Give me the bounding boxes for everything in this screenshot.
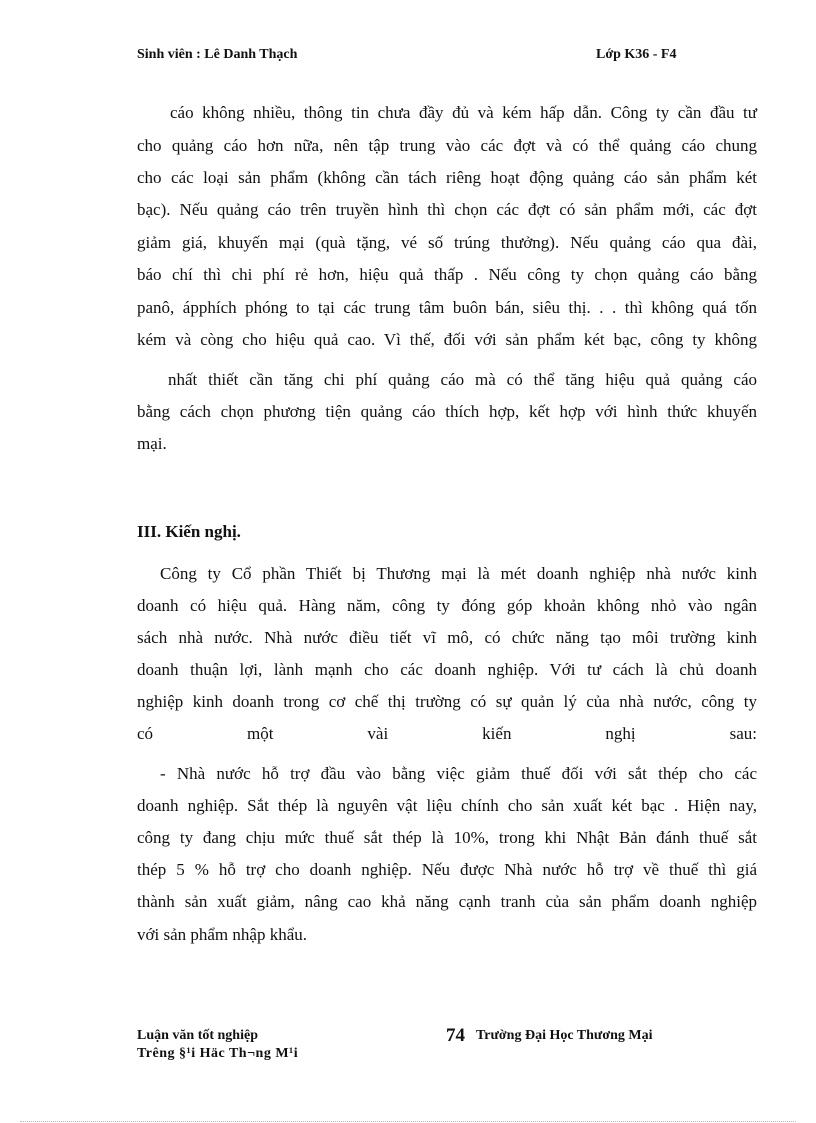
- text-line: có một vài kiến nghị sau:: [137, 724, 757, 743]
- text-line: panô, ápphích phóng to tại các trung tâm buôn bán, siêu thị. . . thì không quá tốn: [137, 298, 757, 317]
- footer-thesis-label: Luận văn tốt nghiệp: [137, 1028, 258, 1043]
- text-line: bạc). Nếu quảng cáo trên truyền hình thì chọn các đợt có sản phẩm mới, các đợt: [137, 200, 757, 219]
- text-line: mại.: [137, 434, 167, 453]
- text-line: - Nhà nước hỗ trợ đầu vào bằng việc giảm thuế đối với sắt thép cho các: [160, 764, 757, 783]
- text-line: doanh nghiệp. Sắt thép là nguyên vật liệu chính cho sản xuất két bạc . Hiện nay,: [137, 796, 757, 815]
- text-line: doanh có hiệu quả. Hàng năm, công ty đóng góp khoản không nhỏ vào ngân: [137, 596, 757, 615]
- section-heading: III. Kiến nghị.: [137, 522, 241, 541]
- text-line: nhất thiết cần tăng chi phí quảng cáo mà có thể tăng hiệu quả quảng cáo: [168, 370, 757, 389]
- text-line: bằng cách chọn phương tiện quảng cáo thích hợp, kết hợp với hình thức khuyến: [137, 402, 757, 421]
- text-line: kém và còng cho hiệu quả cao. Vì thế, đối với sản phẩm két bạc, công ty không: [137, 330, 757, 349]
- text-line: giảm giá, khuyến mại (quà tặng, vé số trúng thưởng). Nếu quảng cáo qua đài,: [137, 233, 757, 252]
- text-line: cáo không nhiều, thông tin chưa đầy đủ và kém hấp dẫn. Công ty cần đầu tư: [170, 103, 757, 122]
- footer-school-name: Trường Đại Học Thương Mại: [476, 1028, 653, 1043]
- page-divider: [20, 1121, 796, 1122]
- footer-garbled-school-name: Trêng §¹i Häc Th¬ng M¹i: [137, 1046, 299, 1061]
- text-line: thép 5 % hỗ trợ cho doanh nghiệp. Nếu được Nhà nước hỗ trợ về thuế thì giá: [137, 860, 757, 879]
- text-line: Công ty Cổ phần Thiết bị Thương mại là mét doanh nghiệp nhà nước kinh: [160, 564, 757, 583]
- text-line: cho quảng cáo hơn nữa, nên tập trung vào các đợt và có thể quảng cáo chung: [137, 136, 757, 155]
- text-line: sách nhà nước. Nhà nước điều tiết vĩ mô, có chức năng tạo môi trường kinh: [137, 628, 757, 647]
- header-student-name: Sinh viên : Lê Danh Thạch: [137, 47, 298, 62]
- text-line: công ty đang chịu mức thuế sắt thép là 10%, trong khi Nhật Bản đánh thuế sắt: [137, 828, 757, 847]
- page-number: 74: [446, 1025, 465, 1046]
- header-class: Lớp K36 - F4: [596, 47, 677, 62]
- text-line: báo chí thì chi phí rẻ hơn, hiệu quả thấp . Nếu công ty chọn quảng cáo bằng: [137, 265, 757, 284]
- text-line: với sản phẩm nhập khẩu.: [137, 925, 307, 944]
- text-line: doanh thuận lợi, lành mạnh cho các doanh nghiệp. Với tư cách là chủ doanh: [137, 660, 757, 679]
- text-line: thành sản xuất giảm, nâng cao khả năng cạnh tranh của sản phẩm doanh nghiệp: [137, 892, 757, 911]
- text-line: nghiệp kinh doanh trong cơ chế thị trường có sự quản lý của nhà nước, công ty: [137, 692, 757, 711]
- text-line: cho các loại sản phẩm (không cần tách riêng hoạt động quảng cáo sản phẩm két: [137, 168, 757, 187]
